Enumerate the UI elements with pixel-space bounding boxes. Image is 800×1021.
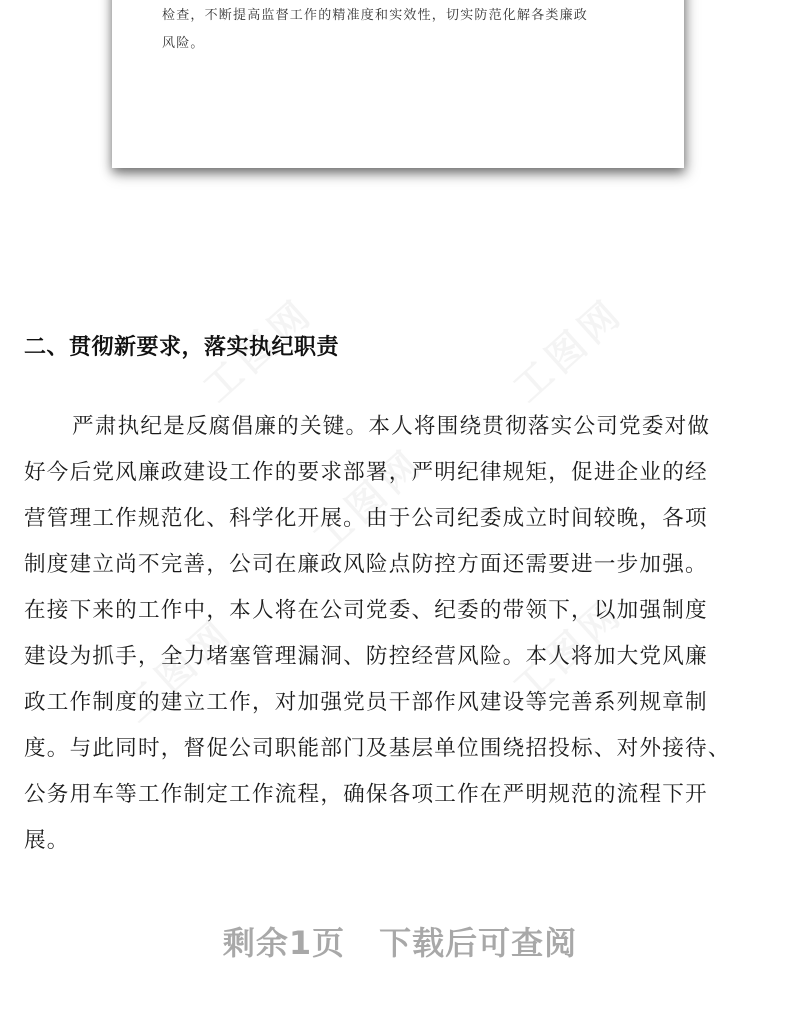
body-line: 营管理工作规范化、科学化开展。由于公司纪委成立时间较晚，各项 xyxy=(24,506,708,531)
section-heading: 二、贯彻新要求，落实执纪职责 xyxy=(24,335,340,360)
watermark xyxy=(499,283,634,412)
body-line: 好今后党风廉政建设工作的要求部署，严明纪律规矩，促进企业的经 xyxy=(24,460,708,485)
document-page-preview xyxy=(112,0,684,168)
body-line: 展。 xyxy=(24,828,70,853)
preview-line: 检查，不断提高监督工作的精准度和实效性，切实防范化解各类廉政 xyxy=(162,8,589,23)
body-line: 在接下来的工作中，本人将在公司党委、纪委的带领下，以加强制度 xyxy=(24,598,708,623)
download-to-read-more[interactable] xyxy=(0,918,800,964)
body-line: 政工作制度的建立工作，对加强党员干部作风建设等完善系列规章制 xyxy=(24,690,708,715)
body-line: 公务用车等工作制定工作流程，确保各项工作在严明规范的流程下开 xyxy=(24,782,708,807)
remaining-pages-label[interactable]: 剩余1页 xyxy=(222,924,346,962)
body-line: 建设为抓手，全力堵塞管理漏洞、防控经营风险。本人将加大党风廉 xyxy=(24,644,708,669)
download-prompt-label[interactable]: 下载后可查阅 xyxy=(379,924,578,962)
section-body xyxy=(24,404,784,864)
preview-line: 风险。 xyxy=(162,36,205,51)
body-line: 度。与此同时，督促公司职能部门及基层单位围绕招投标、对外接待、 xyxy=(24,736,731,761)
preview-text xyxy=(162,2,662,58)
body-line: 制度建立尚不完善，公司在廉政风险点防控方面还需要进一步加强。 xyxy=(24,552,708,577)
body-line: 严肃执纪是反腐倡廉的关键。本人将围绕贯彻落实公司党委对做 xyxy=(72,414,711,439)
